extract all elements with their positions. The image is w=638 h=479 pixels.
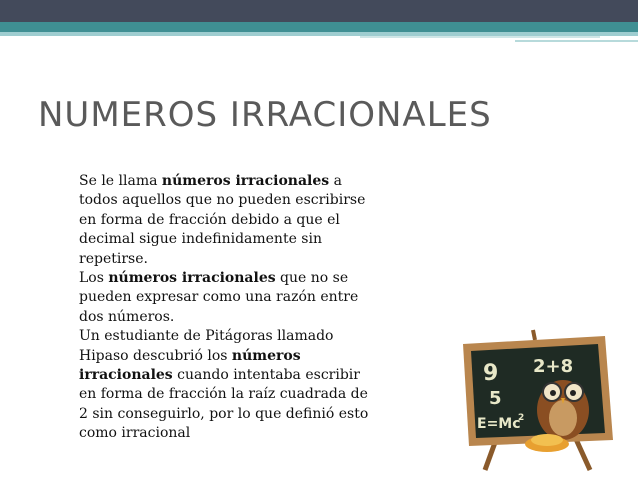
coin-pile-top xyxy=(531,434,563,446)
bold-term: números irracionales xyxy=(108,270,276,287)
header-band xyxy=(0,0,638,22)
paragraph-definition xyxy=(79,172,379,269)
owl-pupil-right xyxy=(570,390,576,396)
chalk-number-left: 9 xyxy=(483,361,499,386)
header-accent-line-2 xyxy=(515,40,638,42)
bold-term: números irracionales xyxy=(79,347,301,384)
chalk-formula-exponent: 2 xyxy=(518,413,525,423)
chalk-formula: E=Mc xyxy=(477,416,521,432)
text-run: que no se pueden expresar como una razón entre dos números. xyxy=(79,270,359,325)
bold-term: números irracionales xyxy=(161,173,330,189)
easel-leg-right xyxy=(575,437,590,470)
chalk-sum: 2+8 xyxy=(533,356,574,377)
owl-pupil-left xyxy=(550,390,556,396)
slide-title: NUMEROS IRRACIONALES xyxy=(38,95,492,135)
owl-chalkboard-illustration xyxy=(455,322,620,472)
text-run: Un estudiante de Pitágoras llamado Hipaso descubrió los xyxy=(79,328,334,364)
chalk-number-sub: 5 xyxy=(489,388,502,409)
text-run: Se le llama xyxy=(79,173,162,189)
header-teal-stripe xyxy=(0,22,638,32)
text-run: a todos aquellos que no pueden escribirse en forma de fracción debido a que el decimal sigue indefinidamente sin repetirse. xyxy=(79,173,366,267)
paragraph-history xyxy=(79,327,379,443)
text-run: cuando intentaba escribir en forma de fracción la raíz cuadrada de 2 sin conseguirlo, por lo que definió esto como irracional xyxy=(79,367,369,442)
text-run: Los xyxy=(79,270,109,287)
slide-body xyxy=(79,172,379,444)
paragraph-ratio xyxy=(79,269,379,327)
header-accent-line xyxy=(360,36,600,38)
owl-belly xyxy=(549,400,577,436)
easel-top xyxy=(533,330,535,340)
